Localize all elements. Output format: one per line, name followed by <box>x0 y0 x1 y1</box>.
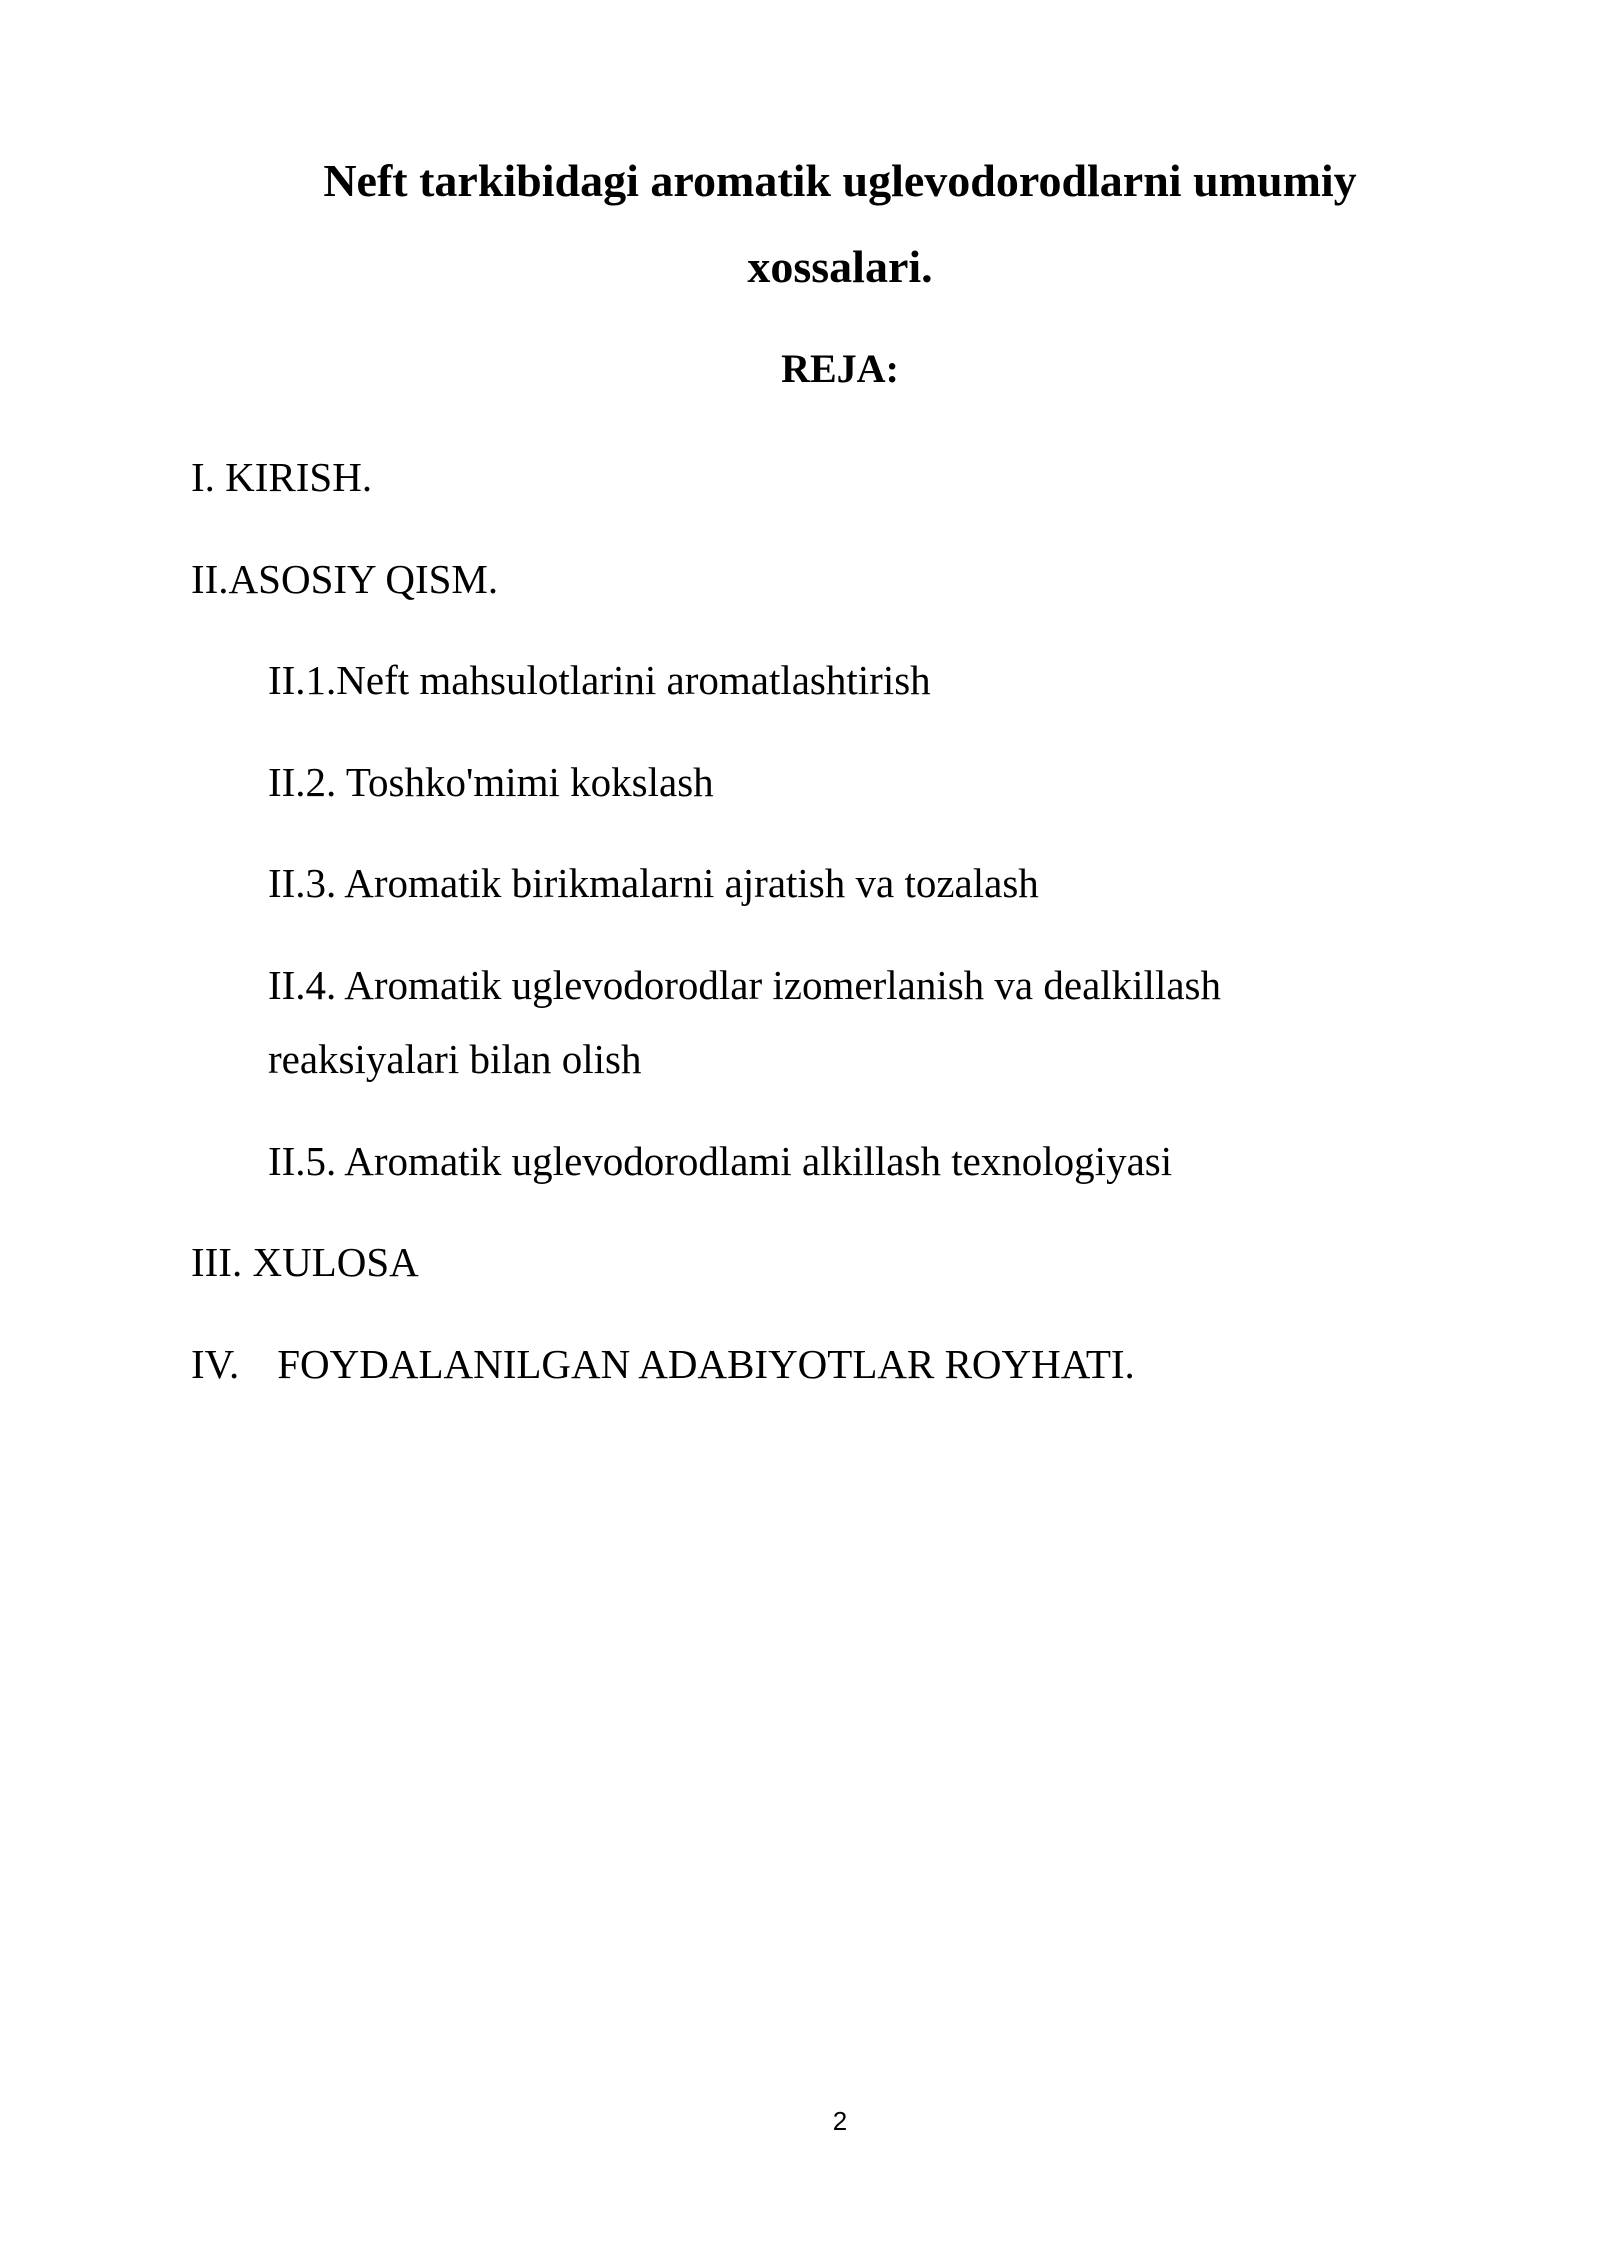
document-title-line-1: Neft tarkibidagi aromatik uglevodorodlarni umumiy <box>323 155 1357 206</box>
plan-subitem-2-4: II.4. Aromatik uglevodorodlar izomerlanish va dealkillash <box>268 962 1221 1008</box>
plan-subitem-2-1: II.1.Neft mahsulotlarini aromatlashtirish <box>268 657 931 703</box>
plan-item-references <box>191 1339 1135 1389</box>
plan-item-conclusion: III. XULOSA <box>191 1239 419 1285</box>
plan-heading: REJA: <box>781 346 899 391</box>
plan-subitem-2-4-continued: reaksiyalari bilan olish <box>268 1036 642 1082</box>
plan-item-main-part: II.ASOSIY QISM. <box>191 556 499 602</box>
plan-subitem-2-5: II.5. Aromatik uglevodorodlami alkillash texnologiyasi <box>268 1138 1173 1184</box>
document-title-line-2: xossalari. <box>747 241 933 292</box>
plan-subitem-2-3: II.3. Aromatik birikmalarni ajratish va tozalash <box>268 860 1039 906</box>
page-number: 2 <box>832 2106 848 2136</box>
plan-subitem-2-2: II.2. Toshko'mimi kokslash <box>268 759 714 805</box>
plan-item-references-text: FOYDALANILGAN ADABIYOTLAR ROYHATI. <box>277 1341 1135 1387</box>
plan-item-references-number: IV. <box>191 1341 240 1387</box>
plan-item-introduction: I. KIRISH. <box>191 454 373 500</box>
